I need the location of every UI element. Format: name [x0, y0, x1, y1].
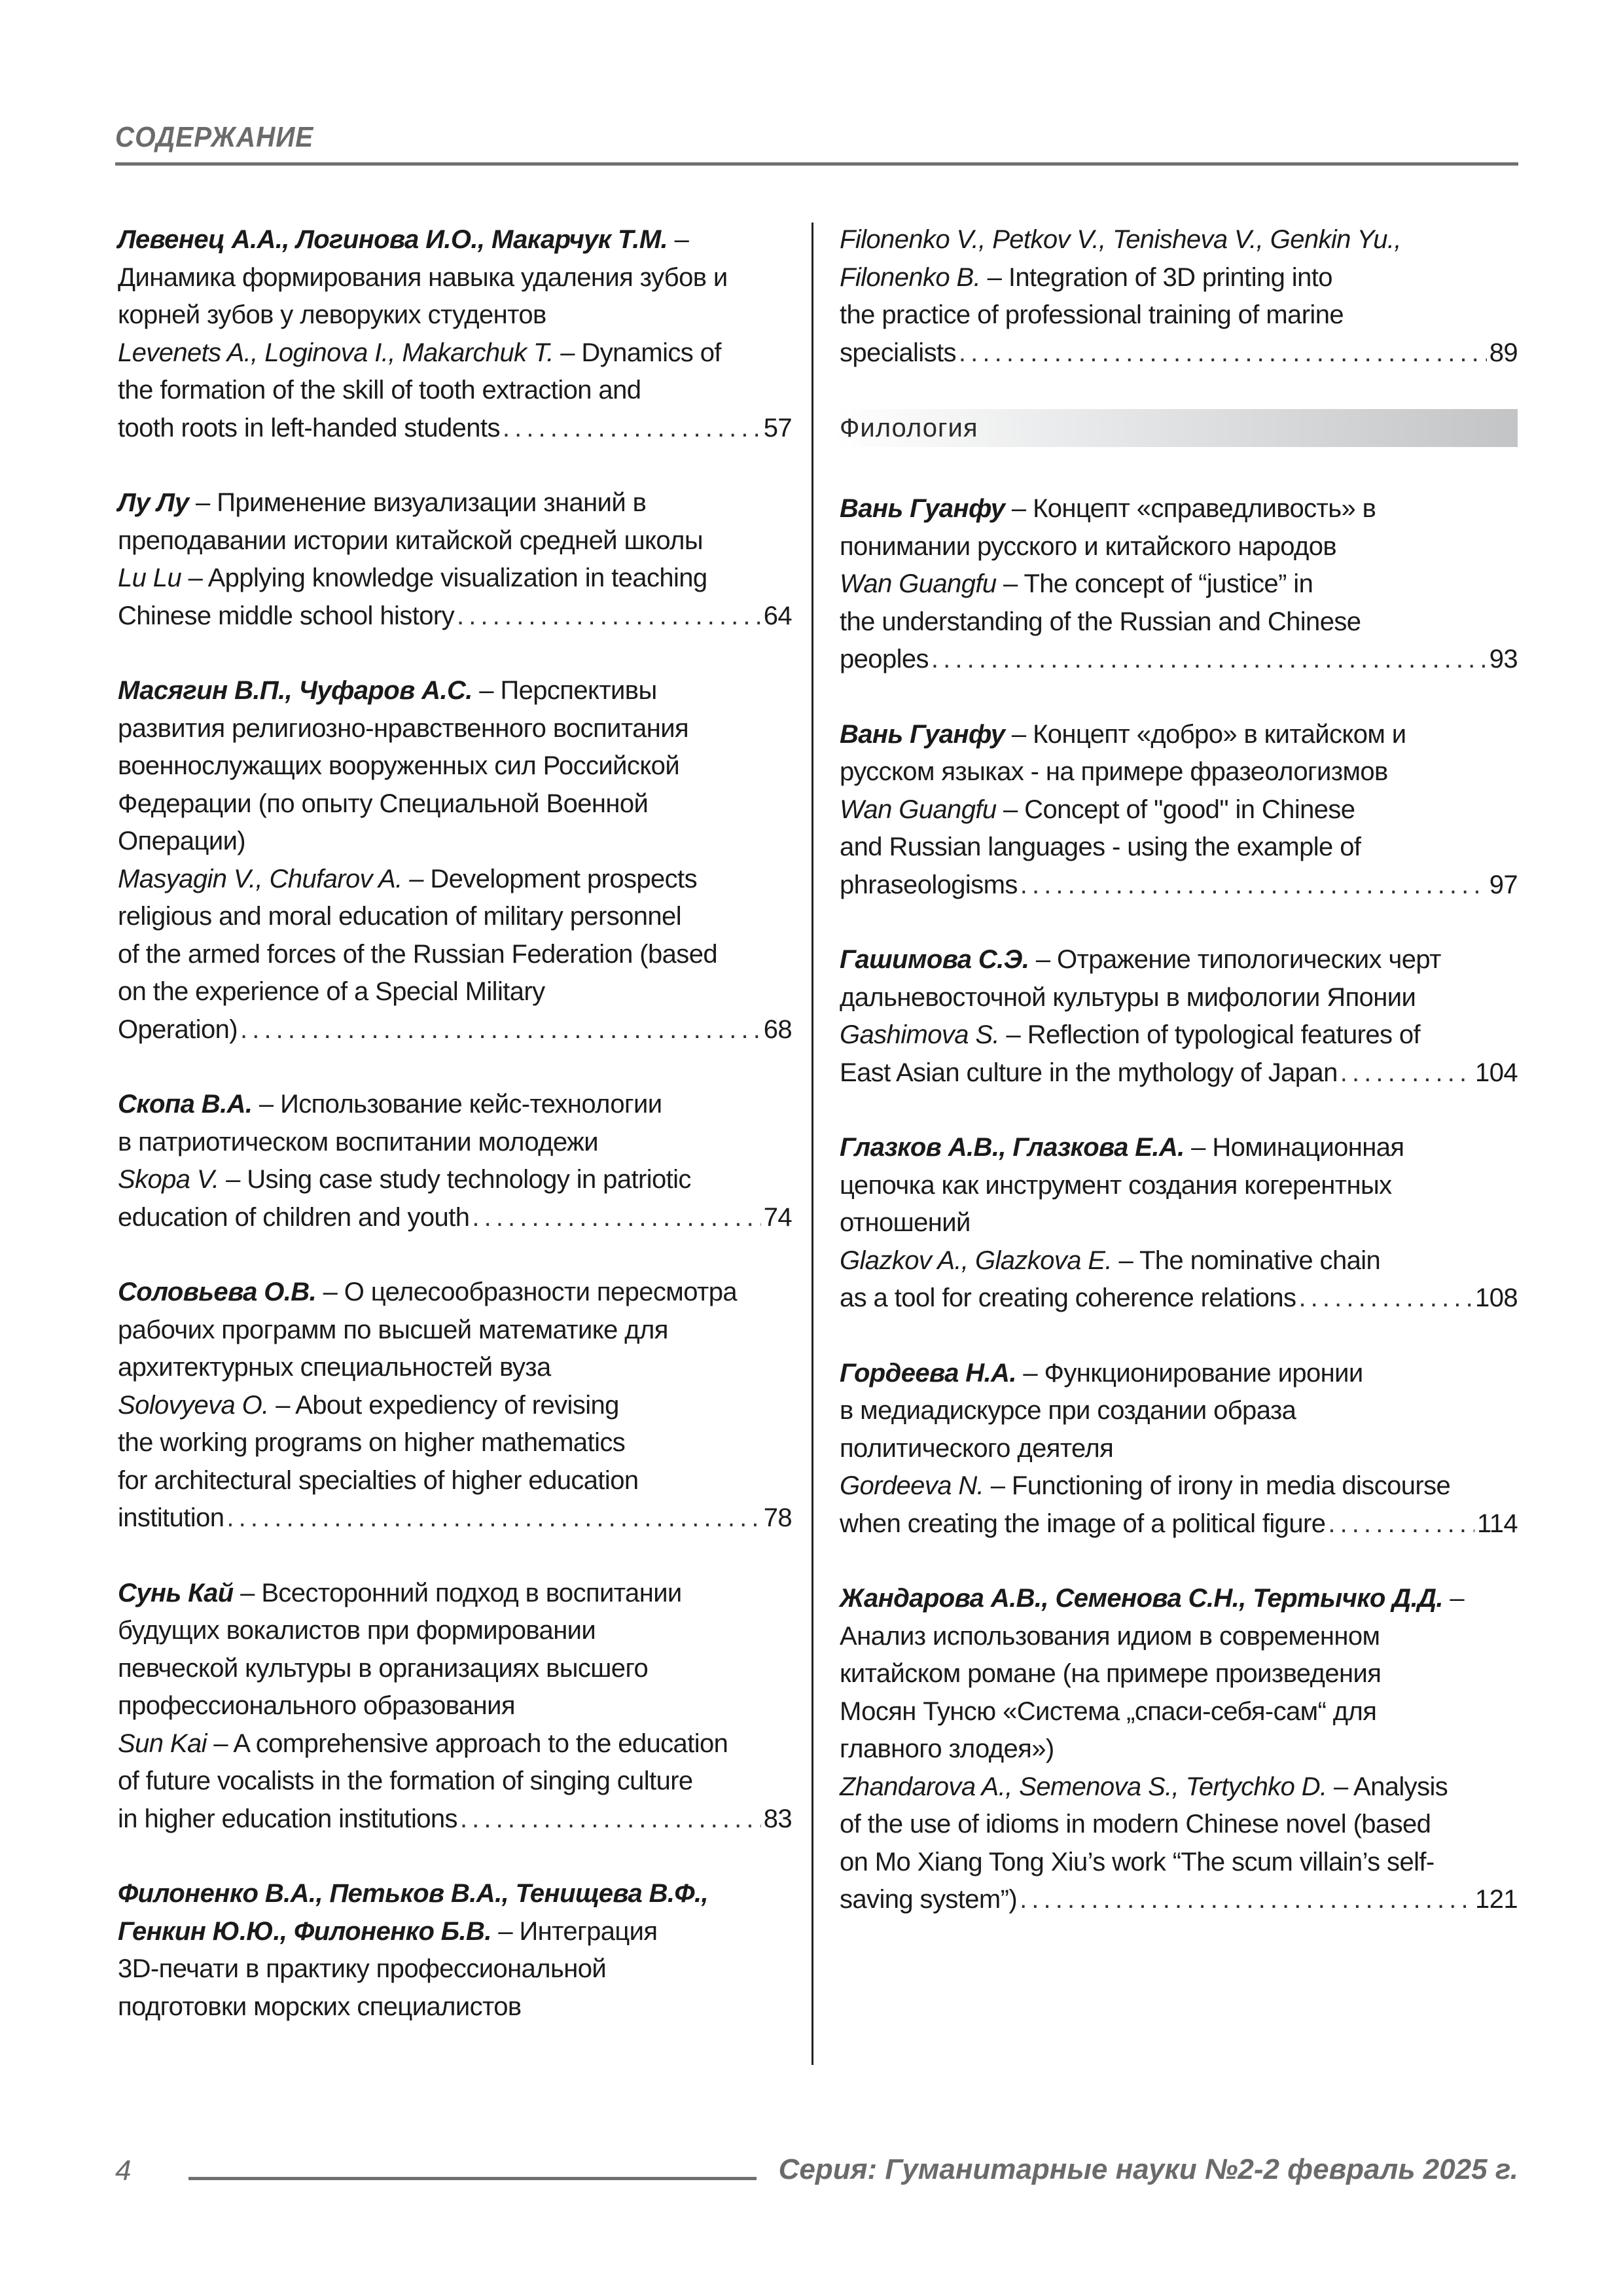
authors-ru: Скопа В.А.	[118, 1090, 253, 1119]
authors-ru: Вань Гуанфу	[840, 719, 1005, 749]
entry-title-text: – Integration of 3D printing into	[980, 262, 1332, 292]
entry-title-text: Федерации (по опыту Специальной Военной	[118, 789, 649, 818]
entry-title-text: – Analysis	[1327, 1772, 1448, 1801]
entry-line	[840, 829, 1518, 867]
entry-line	[840, 753, 1518, 791]
entry-title-text: of the use of idioms in modern Chinese novel (based	[840, 1810, 1431, 1839]
entry-title-text: политического деятеля	[840, 1433, 1114, 1463]
header-rule	[115, 162, 1518, 166]
entry-last-line	[840, 1280, 1518, 1318]
entry-line	[118, 672, 792, 710]
authors-en: Lu Lu	[118, 564, 182, 592]
dot-leader	[1328, 1505, 1474, 1543]
dot-leader	[240, 1011, 761, 1049]
entry-title-text: будущих вокалистов при формировании	[118, 1616, 596, 1645]
entry-line	[118, 221, 792, 259]
entry-last-line	[118, 1499, 792, 1537]
page-footer	[115, 2153, 1518, 2193]
dot-leader	[503, 410, 761, 448]
entry-title-text: – О целесообразности пересмотра	[316, 1278, 737, 1306]
entry-line	[840, 1392, 1518, 1430]
entry-title-text: развития религиозно-нравственного воспитания	[118, 713, 689, 743]
entry-title-text: – Интеграция	[491, 1916, 658, 1946]
entry-last-line	[840, 1054, 1518, 1092]
entry-title-text: as a tool for creating coherence relations	[840, 1283, 1296, 1312]
entry-title-text: the understanding of the Russian and Chinese	[840, 607, 1361, 636]
entry-last-line	[840, 334, 1518, 372]
page-header	[115, 118, 1518, 166]
dot-leader	[1020, 867, 1487, 905]
toc-entry[interactable]	[840, 1355, 1518, 1543]
authors-ru: Глазков А.В., Глазкова Е.А.	[840, 1133, 1185, 1162]
toc-entry[interactable]	[118, 1575, 792, 1839]
entry-line	[840, 1768, 1518, 1806]
entry-line	[118, 1763, 792, 1801]
page-ref[interactable]: 68	[763, 1014, 792, 1044]
toc-left-column	[118, 221, 792, 2063]
entry-line	[118, 522, 792, 560]
entry-title-text: on the experience of a Special Military	[118, 977, 545, 1006]
entry-title-text: – Отражение типологических черт	[1029, 945, 1441, 974]
page-ref[interactable]: 64	[763, 601, 792, 630]
authors-en: Levenets A., Loginova I., Makarchuk T.	[118, 338, 554, 367]
entry-title-text: – Functioning of irony in media discourse	[984, 1471, 1451, 1500]
entry-line	[118, 334, 792, 372]
entry-line	[118, 785, 792, 823]
entry-line	[118, 1387, 792, 1425]
entry-line	[118, 484, 792, 522]
entry-title-text: – Использование кейс-технологии	[252, 1090, 662, 1119]
entry-line	[840, 1693, 1518, 1731]
column-divider	[812, 223, 813, 2065]
entry-title-text: the working programs on higher mathematics	[118, 1428, 626, 1457]
entry-title-text: – Функционирование иронии	[1016, 1358, 1363, 1388]
entry-line	[118, 1687, 792, 1725]
page-ref[interactable]: 104	[1475, 1058, 1518, 1087]
entry-line	[118, 372, 792, 410]
toc-entry[interactable]	[118, 1274, 792, 1537]
toc-entry[interactable]	[840, 490, 1518, 679]
entry-line	[840, 1618, 1518, 1656]
page-ref[interactable]: 114	[1477, 1509, 1518, 1538]
entry-title-text: – Концепт «добро» в китайском и	[1005, 719, 1406, 749]
authors-ru: Гордеева Н.А.	[840, 1358, 1016, 1388]
toc-entry[interactable]	[118, 484, 792, 635]
entry-line	[840, 1580, 1518, 1618]
page-ref[interactable]: 93	[1489, 645, 1518, 673]
entry-title-text: – Applying knowledge visualization in teaching	[181, 564, 707, 592]
toc-entry[interactable]	[118, 221, 792, 447]
entry-title-text: военнослужащих вооруженных сил Российской	[118, 751, 680, 780]
entry-title-text: подготовки морских специалистов	[118, 1992, 522, 2021]
entry-line	[118, 710, 792, 748]
toc-entry[interactable]	[118, 1086, 792, 1236]
dot-leader	[460, 1801, 761, 1839]
toc-right-column	[840, 221, 1518, 1956]
entry-line	[840, 528, 1518, 566]
authors-en: Glazkov A., Glazkova E.	[840, 1246, 1112, 1275]
entry-last-line	[118, 1199, 792, 1237]
entry-line	[118, 1988, 792, 2026]
entry-line	[118, 1462, 792, 1500]
authors-en: Masyagin V., Chufarov A.	[118, 864, 402, 893]
entry-line	[118, 1424, 792, 1462]
entry-title-text: – Dynamics of	[553, 338, 721, 367]
entry-title-text: saving system”)	[840, 1885, 1018, 1914]
entry-title-text: education of children and youth	[118, 1202, 470, 1232]
entry-title-text: in higher education institutions	[118, 1804, 457, 1833]
entry-line	[118, 560, 792, 598]
entry-title-text: phraseologisms	[840, 870, 1018, 899]
entry-title-text: архитектурных специальностей вуза	[118, 1353, 551, 1382]
entry-title-text: – Применение визуализации знаний в	[188, 488, 647, 517]
dot-leader	[472, 1199, 760, 1237]
entry-last-line	[840, 867, 1518, 905]
authors-en: Filonenko V., Petkov V., Tenisheva V., Genkin Yu.,	[840, 225, 1401, 254]
authors-en: Gordeeva N.	[840, 1471, 984, 1500]
entry-line	[118, 747, 792, 785]
toc-entry[interactable]	[840, 221, 1518, 372]
entry-line	[118, 1950, 792, 1988]
entry-title-text: – The concept of “justice” in	[996, 569, 1313, 598]
entry-line	[118, 1913, 792, 1951]
entry-line	[840, 296, 1518, 334]
entry-line	[840, 1204, 1518, 1242]
entry-title-text: – Перспективы	[472, 676, 657, 705]
dot-leader	[959, 334, 1487, 372]
entry-line	[118, 259, 792, 297]
entry-line	[840, 1655, 1518, 1693]
entry-line	[118, 1312, 792, 1350]
entry-line	[840, 1242, 1518, 1280]
authors-ru: Масягин В.П., Чуфаров А.С.	[118, 676, 473, 705]
authors-en: Skopa V.	[118, 1165, 219, 1194]
entry-line	[840, 603, 1518, 641]
entry-line	[840, 1844, 1518, 1882]
authors-ru: Левенец А.А., Логинова И.О., Макарчук Т.М.	[118, 225, 668, 254]
entry-title-text: on Mo Xiang Tong Xiu’s work “The scum villain’s self-	[840, 1847, 1435, 1876]
entry-title-text: the practice of professional training of marine	[840, 300, 1344, 329]
entry-title-text: певческой культуры в организациях высшего	[118, 1653, 649, 1683]
entry-title-text: Operation)	[118, 1014, 238, 1044]
entry-line	[118, 1086, 792, 1124]
entry-line	[118, 1725, 792, 1763]
entry-title-text: East Asian culture in the mythology of Japan	[840, 1058, 1338, 1087]
series-info: Серия: Гуманитарные науки №2-2 февраль 2025 г.	[778, 2153, 1518, 2185]
entry-title-text: понимании русского и китайского народов	[840, 531, 1337, 561]
authors-ru: Генкин Ю.Ю., Филоненко Б.В.	[118, 1916, 491, 1946]
entry-line	[840, 1806, 1518, 1844]
entry-title-text: when creating the image of a political figure	[840, 1509, 1326, 1538]
entry-line	[118, 861, 792, 899]
authors-en: Gashimova S.	[840, 1020, 1000, 1049]
toc-entry[interactable]	[840, 1129, 1518, 1318]
authors-ru: Лу Лу	[118, 488, 189, 517]
contents-title: СОДЕРЖАНИЕ	[115, 121, 314, 153]
entry-title-text: Мосян Тунсю «Система „спаси-себя-сам“ для	[840, 1696, 1377, 1726]
footer-rule	[188, 2177, 757, 2180]
entry-last-line	[840, 1505, 1518, 1543]
page-ref[interactable]: 108	[1475, 1283, 1518, 1312]
entry-title-text: and Russian languages - using the example of	[840, 833, 1361, 861]
entry-line	[840, 565, 1518, 603]
toc-entry[interactable]	[840, 1580, 1518, 1919]
entry-line	[118, 1612, 792, 1650]
entry-line	[840, 490, 1518, 528]
entry-title-text: Динамика формирования навыка удаления зубов и	[118, 262, 728, 292]
section-header-philology	[833, 409, 1518, 447]
entry-title-text: – Concept of "good" in Chinese	[996, 795, 1355, 824]
entry-last-line	[840, 641, 1518, 679]
entry-line	[840, 259, 1518, 297]
page-ref[interactable]: 121	[1475, 1885, 1518, 1914]
entry-last-line	[118, 1801, 792, 1839]
toc-right-bottom	[840, 490, 1518, 1919]
entry-title-text: of the armed forces of the Russian Federation (based	[118, 939, 717, 969]
entry-title-text: – A comprehensive approach to the education	[206, 1729, 728, 1758]
authors-en: Wan Guangfu	[840, 569, 997, 598]
entry-line	[118, 1274, 792, 1312]
entry-title-text: цепочка как инструмент создания когерентных	[840, 1170, 1392, 1200]
entry-last-line	[840, 1881, 1518, 1919]
entry-title-text: рабочих программ по высшей математике для	[118, 1315, 668, 1344]
entry-title-text: китайском романе (на примере произведения	[840, 1659, 1382, 1688]
entry-line	[118, 1124, 792, 1162]
entry-title-text: –	[668, 225, 689, 254]
entry-line	[840, 979, 1518, 1017]
section-title: Филология	[840, 413, 978, 442]
entry-title-text: – About expediency of revising	[268, 1390, 619, 1420]
entry-title-text: главного злодея»)	[840, 1734, 1054, 1763]
entry-line	[840, 1467, 1518, 1505]
entry-title-text: institution	[118, 1503, 224, 1532]
entry-title-text: – Development prospects	[402, 864, 697, 893]
toc-entry[interactable]	[840, 941, 1518, 1092]
authors-en: Zhandarova A., Semenova S., Tertychko D.	[840, 1772, 1327, 1801]
authors-en: Sun Kai	[118, 1729, 207, 1758]
entry-title-text: –	[1442, 1584, 1465, 1613]
page-ref[interactable]: 57	[763, 413, 792, 442]
entry-title-text: – The nominative chain	[1112, 1246, 1381, 1275]
entry-title-text: Chinese middle school history	[118, 601, 454, 630]
entry-title-text: religious and moral education of military personnel	[118, 902, 681, 931]
page-ref[interactable]: 74	[763, 1202, 792, 1232]
entry-last-line	[118, 1011, 792, 1049]
entry-line	[118, 973, 792, 1011]
entry-title-text: – Reflection of typological features of	[999, 1020, 1421, 1049]
entry-line	[118, 1349, 792, 1387]
dot-leader	[1020, 1881, 1472, 1919]
entry-line	[118, 898, 792, 936]
toc-entry[interactable]	[840, 716, 1518, 905]
page-ref[interactable]: 83	[763, 1804, 792, 1833]
entry-title-text: Анализ использования идиом в современном	[840, 1621, 1380, 1651]
entry-title-text: peoples	[840, 645, 929, 673]
entry-line	[840, 1355, 1518, 1393]
authors-ru: Вань Гуанфу	[840, 494, 1005, 523]
authors-en: Wan Guangfu	[840, 795, 997, 824]
entry-last-line	[118, 410, 792, 448]
entry-title-text: в медиадискурсе при создании образа	[840, 1396, 1296, 1425]
entry-title-text: в патриотическом воспитании молодежи	[118, 1127, 598, 1157]
entry-last-line	[118, 598, 792, 636]
entry-title-text: отношений	[840, 1208, 971, 1237]
entry-line	[118, 823, 792, 861]
entry-line	[118, 1650, 792, 1688]
entry-title-text: русском языках - на примере фразеологизмов	[840, 757, 1388, 786]
entry-title-text: – Using case study technology in patriotic	[219, 1165, 691, 1194]
page-ref[interactable]: 97	[1489, 870, 1518, 899]
dot-leader	[1298, 1280, 1472, 1318]
dot-leader	[1340, 1054, 1472, 1092]
entry-title-text: – Номинационная	[1184, 1133, 1404, 1162]
authors-en: Solovyeva O.	[118, 1390, 269, 1420]
entry-line	[840, 1016, 1518, 1054]
entry-line	[840, 1430, 1518, 1468]
authors-en: Filonenko B.	[840, 262, 981, 292]
toc-entry[interactable]	[118, 1875, 792, 2026]
entry-line	[118, 296, 792, 334]
entry-line	[840, 1167, 1518, 1205]
authors-ru: Соловьева О.В.	[118, 1278, 317, 1306]
entry-line	[840, 221, 1518, 259]
page-ref[interactable]: 89	[1489, 338, 1518, 367]
authors-ru: Сунь Кай	[118, 1578, 234, 1607]
entry-title-text: дальневосточной культуры в мифологии Японии	[840, 982, 1416, 1012]
entry-title-text: профессионального образования	[118, 1691, 515, 1720]
dot-leader	[457, 598, 761, 636]
entry-line	[840, 1129, 1518, 1167]
entry-line	[840, 791, 1518, 829]
authors-ru: Гашимова С.Э.	[840, 945, 1029, 974]
entry-line	[118, 1875, 792, 1913]
entry-line	[118, 1575, 792, 1613]
dot-leader	[931, 641, 1487, 679]
entry-title-text: the formation of the skill of tooth extraction and	[118, 376, 641, 404]
authors-ru: Жандарова А.В., Семенова С.Н., Тертычко Д.Д.	[840, 1584, 1443, 1613]
entry-title-text: – Концепт «справедливость» в	[1005, 494, 1376, 523]
entry-title-text: tooth roots in left-handed students	[118, 413, 500, 442]
entry-title-text: specialists	[840, 338, 956, 367]
dot-leader	[226, 1499, 760, 1537]
page-ref[interactable]: 78	[763, 1503, 792, 1532]
entry-title-text: преподавании истории китайской средней школы	[118, 526, 704, 555]
entry-line	[840, 716, 1518, 754]
entry-line	[118, 936, 792, 974]
entry-line	[840, 941, 1518, 979]
entry-line	[840, 1731, 1518, 1768]
page-number: 4	[115, 2155, 132, 2187]
toc-entry[interactable]	[118, 672, 792, 1049]
entry-title-text: of future vocalists in the formation of singing culture	[118, 1767, 693, 1795]
authors-ru: Филоненко В.А., Петьков В.А., Тенищева В.Ф.,	[118, 1879, 709, 1908]
entry-title-text: – Всесторонний подход в воспитании	[233, 1578, 682, 1607]
entry-title-text: for architectural specialties of higher education	[118, 1465, 639, 1495]
entry-title-text: 3D-печати в практику профессиональной	[118, 1954, 607, 1983]
toc-right-top	[840, 221, 1518, 372]
entry-title-text: корней зубов у леворуких студентов	[118, 300, 546, 329]
entry-line	[118, 1161, 792, 1199]
entry-title-text: Операции)	[118, 827, 246, 855]
